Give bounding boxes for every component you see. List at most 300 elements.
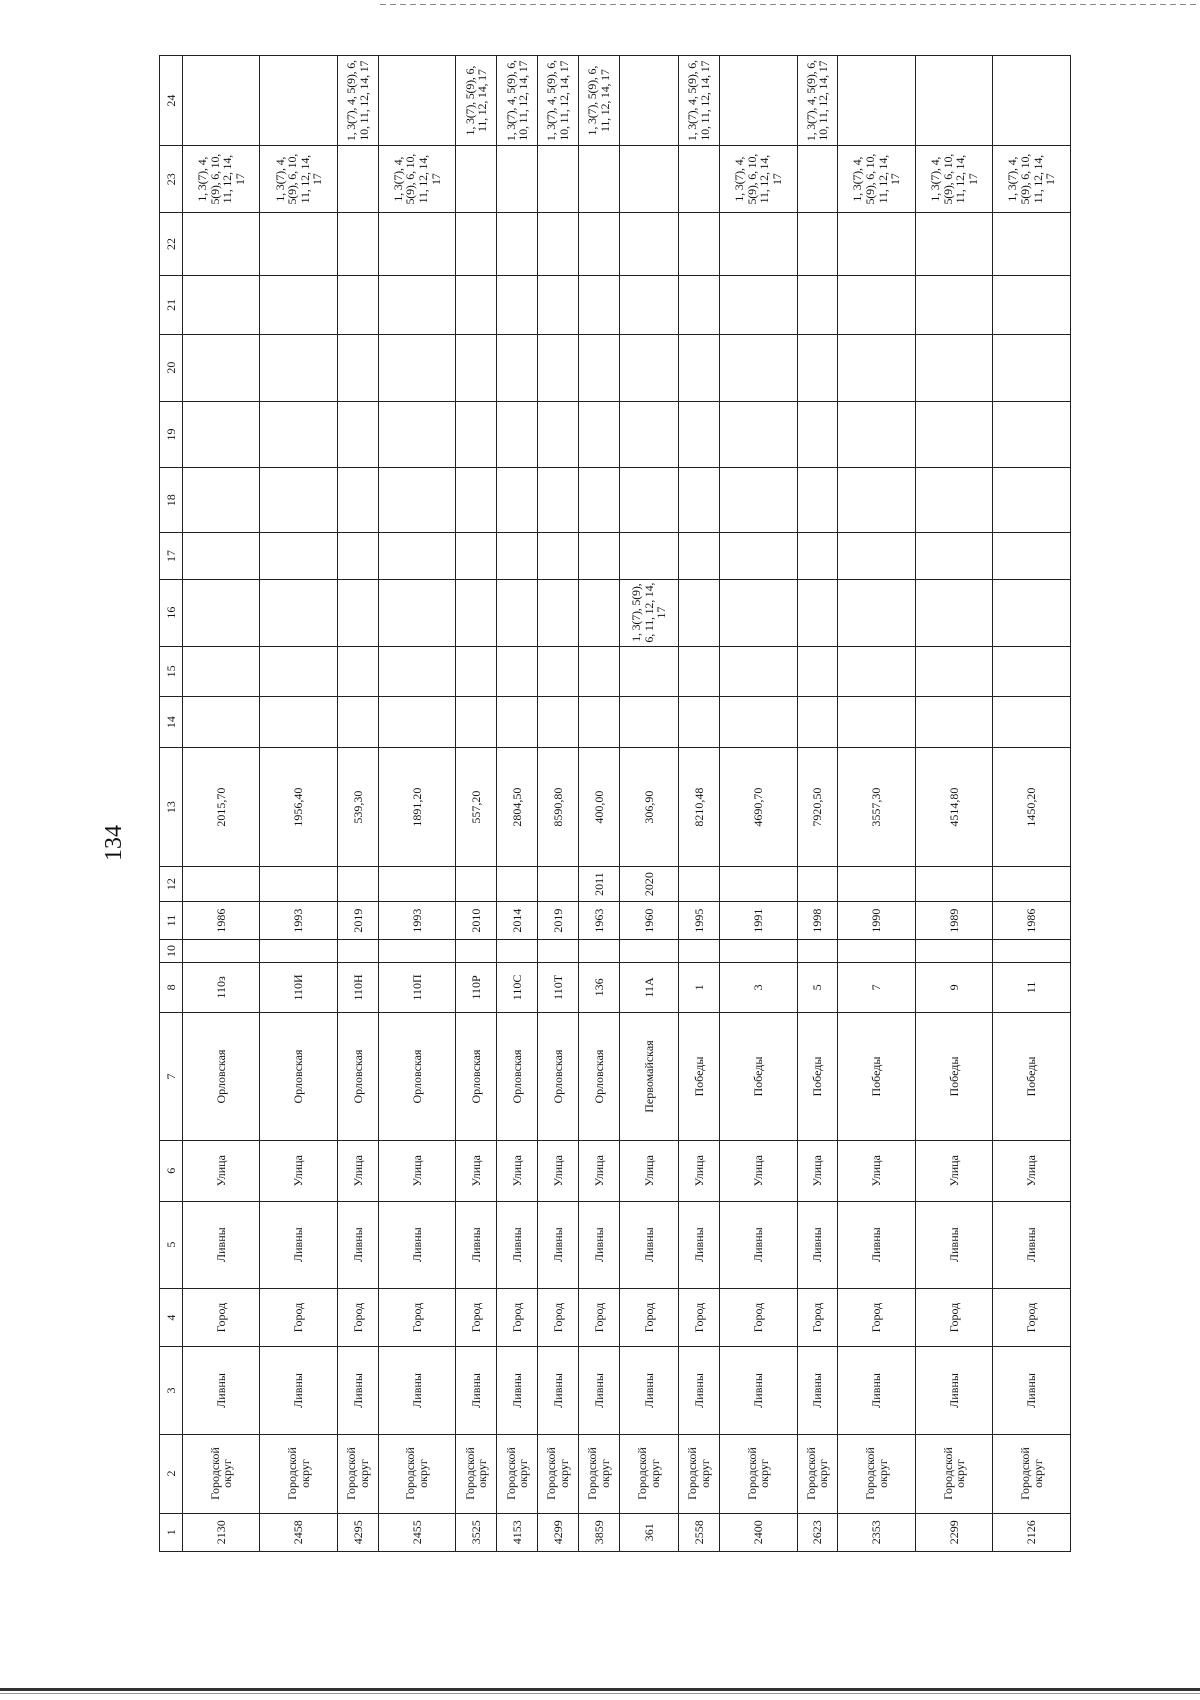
table-cell xyxy=(538,468,579,533)
table-cell: 2458 xyxy=(260,1513,337,1551)
table-cell: 9 xyxy=(915,962,992,1013)
table-cell: Город xyxy=(579,1288,620,1347)
table-cell xyxy=(579,275,620,334)
table-cell: Городской округ xyxy=(838,1434,915,1513)
table-cell: Город xyxy=(797,1288,838,1347)
table-cell xyxy=(378,867,455,901)
table-cell xyxy=(456,579,497,646)
table-cell: Победы xyxy=(915,1013,992,1141)
table-cell: Орловская xyxy=(260,1013,337,1141)
table-cell xyxy=(497,401,538,468)
table-cell: 110з xyxy=(183,962,260,1013)
table-cell: Город xyxy=(838,1288,915,1347)
table-cell: Улица xyxy=(797,1140,838,1201)
table-row xyxy=(797,56,838,1552)
table-cell xyxy=(720,213,797,276)
table-cell: Город xyxy=(679,1288,720,1347)
table-cell: 4153 xyxy=(497,1513,538,1551)
table-cell: Ливны xyxy=(538,1201,579,1288)
housing-registry-table xyxy=(159,55,1071,1552)
table-cell xyxy=(797,646,838,697)
table-cell xyxy=(797,146,838,213)
table-cell xyxy=(337,697,378,748)
table-cell: 1, 3(7), 5(9), 6, 11, 12, 14, 17 xyxy=(579,56,620,146)
table-cell xyxy=(797,697,838,748)
table-cell xyxy=(497,867,538,901)
table-cell: 361 xyxy=(619,1513,678,1551)
table-cell: Ливны xyxy=(538,1347,579,1434)
table-cell xyxy=(915,867,992,901)
table-cell xyxy=(797,533,838,580)
table-cell: 1986 xyxy=(993,901,1071,939)
table-cell: Ливны xyxy=(378,1347,455,1434)
table-cell xyxy=(260,56,337,146)
column-header: 17 xyxy=(160,533,183,580)
table-cell: Ливны xyxy=(915,1201,992,1288)
table-cell xyxy=(679,213,720,276)
table-cell: Улица xyxy=(579,1140,620,1201)
table-row xyxy=(993,56,1071,1552)
table-cell: Ливны xyxy=(260,1347,337,1434)
table-cell xyxy=(456,533,497,580)
table-cell: Улица xyxy=(183,1140,260,1201)
table-cell xyxy=(720,940,797,962)
table-cell: Город xyxy=(915,1288,992,1347)
table-cell: 1993 xyxy=(378,901,455,939)
table-cell xyxy=(679,697,720,748)
table-cell xyxy=(260,867,337,901)
table-cell: 2020 xyxy=(619,867,678,901)
table-cell: Ливны xyxy=(337,1347,378,1434)
table-cell xyxy=(378,56,455,146)
table-cell: Улица xyxy=(993,1140,1071,1201)
table-cell xyxy=(497,468,538,533)
table-cell: Городской округ xyxy=(797,1434,838,1513)
table-cell xyxy=(679,334,720,401)
table-cell: Ливны xyxy=(183,1347,260,1434)
table-cell xyxy=(378,579,455,646)
table-row xyxy=(260,56,337,1552)
table-cell xyxy=(679,646,720,697)
table-cell: 1, 3(7), 4, 5(9), 6, 10, 11, 12, 14, 17 xyxy=(497,56,538,146)
table-cell xyxy=(915,401,992,468)
table-cell xyxy=(679,401,720,468)
table-cell xyxy=(579,334,620,401)
table-cell xyxy=(538,646,579,697)
table-cell xyxy=(993,213,1071,276)
table-cell: Город xyxy=(619,1288,678,1347)
table-cell xyxy=(337,334,378,401)
table-cell xyxy=(497,697,538,748)
table-cell xyxy=(456,275,497,334)
table-cell: Ливны xyxy=(337,1201,378,1288)
table-cell xyxy=(619,697,678,748)
column-header: 12 xyxy=(160,867,183,901)
table-cell: Ливны xyxy=(260,1201,337,1288)
table-cell: Городской округ xyxy=(497,1434,538,1513)
table-cell: 1891,20 xyxy=(378,747,455,867)
table-cell xyxy=(538,533,579,580)
table-cell xyxy=(183,940,260,962)
table-cell xyxy=(337,468,378,533)
table-cell: 4690,70 xyxy=(720,747,797,867)
table-cell: Ливны xyxy=(915,1347,992,1434)
table-cell xyxy=(993,940,1071,962)
table-cell xyxy=(538,697,579,748)
table-cell: Город xyxy=(993,1288,1071,1347)
table-cell: 7920,50 xyxy=(797,747,838,867)
table-cell: 2130 xyxy=(183,1513,260,1551)
table-cell: Город xyxy=(260,1288,337,1347)
table-cell: 1986 xyxy=(183,901,260,939)
table-cell: 1960 xyxy=(619,901,678,939)
table-cell xyxy=(337,579,378,646)
table-cell xyxy=(993,334,1071,401)
table-cell: Ливны xyxy=(993,1347,1071,1434)
table-cell: Орловская xyxy=(579,1013,620,1141)
table-cell: 1, 3(7), 4, 5(9), 6, 10, 11, 12, 14, 17 xyxy=(993,146,1071,213)
table-cell xyxy=(838,646,915,697)
table-cell: 3525 xyxy=(456,1513,497,1551)
column-header: 22 xyxy=(160,213,183,276)
table-cell xyxy=(456,940,497,962)
table-cell xyxy=(579,940,620,962)
table-cell: Орловская xyxy=(378,1013,455,1141)
table-cell: Улица xyxy=(378,1140,455,1201)
table-cell xyxy=(456,697,497,748)
table-cell: 2455 xyxy=(378,1513,455,1551)
page-number: 134 xyxy=(101,825,127,861)
table-cell: Городской округ xyxy=(619,1434,678,1513)
table-cell xyxy=(679,867,720,901)
table-cell: 3 xyxy=(720,962,797,1013)
table-cell xyxy=(378,468,455,533)
table-row xyxy=(838,56,915,1552)
table-cell xyxy=(838,56,915,146)
table-cell: 3859 xyxy=(579,1513,620,1551)
table-cell: 110Н xyxy=(337,962,378,1013)
column-header: 19 xyxy=(160,401,183,468)
column-header: 24 xyxy=(160,56,183,146)
table-cell xyxy=(838,533,915,580)
table-cell: 2015,70 xyxy=(183,747,260,867)
table-cell: 5 xyxy=(797,962,838,1013)
table-cell: 1, 3(7), 5(9), 6, 11, 12, 14, 17 xyxy=(619,579,678,646)
table-cell xyxy=(993,697,1071,748)
table-cell: Ливны xyxy=(456,1347,497,1434)
table-cell xyxy=(497,146,538,213)
table-cell: Городской округ xyxy=(378,1434,455,1513)
table-cell xyxy=(720,646,797,697)
table-cell: Первомайская xyxy=(619,1013,678,1141)
table-cell xyxy=(378,213,455,276)
table-cell xyxy=(260,697,337,748)
table-cell xyxy=(720,697,797,748)
table-cell: 110И xyxy=(260,962,337,1013)
table-cell: Улица xyxy=(456,1140,497,1201)
table-cell: 557,20 xyxy=(456,747,497,867)
table-cell xyxy=(838,334,915,401)
table-cell xyxy=(679,146,720,213)
table-cell xyxy=(538,940,579,962)
table-cell: Город xyxy=(456,1288,497,1347)
table-row xyxy=(915,56,992,1552)
table-cell xyxy=(619,56,678,146)
table-cell xyxy=(619,533,678,580)
table-cell: 1, 3(7), 4, 5(9), 6, 10, 11, 12, 14, 17 xyxy=(337,56,378,146)
table-cell xyxy=(720,275,797,334)
table-cell xyxy=(337,401,378,468)
table-cell xyxy=(497,275,538,334)
table-cell xyxy=(579,146,620,213)
table-cell: Орловская xyxy=(337,1013,378,1141)
table-cell: Городской округ xyxy=(538,1434,579,1513)
table-cell xyxy=(497,533,538,580)
table-cell: 2126 xyxy=(993,1513,1071,1551)
scan-edge-bottom-thin xyxy=(0,1693,1200,1694)
table-cell xyxy=(993,56,1071,146)
table-cell: 1993 xyxy=(260,901,337,939)
table-cell xyxy=(183,867,260,901)
table-cell xyxy=(797,334,838,401)
column-header: 15 xyxy=(160,646,183,697)
table-cell xyxy=(183,468,260,533)
table-cell xyxy=(579,533,620,580)
table-cell xyxy=(579,213,620,276)
table-cell: Городской округ xyxy=(260,1434,337,1513)
table-cell: 1 xyxy=(679,962,720,1013)
table-cell: 11 xyxy=(993,962,1071,1013)
table-cell xyxy=(720,401,797,468)
table-cell xyxy=(538,275,579,334)
table-cell xyxy=(183,646,260,697)
table-cell xyxy=(797,275,838,334)
table-cell: Ливны xyxy=(497,1347,538,1434)
table-cell xyxy=(993,867,1071,901)
table-cell: Победы xyxy=(679,1013,720,1141)
table-cell xyxy=(838,213,915,276)
table-cell xyxy=(915,334,992,401)
table-cell xyxy=(538,213,579,276)
table-cell xyxy=(720,56,797,146)
table-cell xyxy=(720,533,797,580)
table-cell xyxy=(337,646,378,697)
table-cell xyxy=(619,646,678,697)
table-cell: Город xyxy=(497,1288,538,1347)
table-cell xyxy=(838,468,915,533)
table-cell xyxy=(497,213,538,276)
table-cell xyxy=(679,468,720,533)
table-cell xyxy=(679,579,720,646)
table-cell xyxy=(260,533,337,580)
table-cell: Ливны xyxy=(619,1347,678,1434)
table-cell: Орловская xyxy=(183,1013,260,1141)
table-cell: 11А xyxy=(619,962,678,1013)
column-header: 5 xyxy=(160,1201,183,1288)
table-cell: Улица xyxy=(619,1140,678,1201)
table-cell: 136 xyxy=(579,962,620,1013)
table-cell xyxy=(838,275,915,334)
table-cell xyxy=(538,334,579,401)
table-cell xyxy=(993,275,1071,334)
table-cell: 1990 xyxy=(838,901,915,939)
column-header: 16 xyxy=(160,579,183,646)
table-cell: Орловская xyxy=(456,1013,497,1141)
table-cell: 3557,30 xyxy=(838,747,915,867)
table-cell: Городской округ xyxy=(579,1434,620,1513)
table-cell: Ливны xyxy=(679,1201,720,1288)
table-cell: Ливны xyxy=(497,1201,538,1288)
table-cell xyxy=(619,940,678,962)
table-cell xyxy=(720,468,797,533)
table-cell xyxy=(915,275,992,334)
table-cell xyxy=(838,579,915,646)
table-cell: Ливны xyxy=(838,1347,915,1434)
table-cell: Город xyxy=(337,1288,378,1347)
column-header: 3 xyxy=(160,1347,183,1434)
column-header: 23 xyxy=(160,146,183,213)
table-cell: Городской округ xyxy=(720,1434,797,1513)
table-cell xyxy=(838,940,915,962)
table-cell: 2400 xyxy=(720,1513,797,1551)
table-cell: Ливны xyxy=(797,1201,838,1288)
table-cell: 2804,50 xyxy=(497,747,538,867)
table-cell xyxy=(378,334,455,401)
column-header: 21 xyxy=(160,275,183,334)
table-cell: 7 xyxy=(838,962,915,1013)
table-cell: Ливны xyxy=(619,1201,678,1288)
table-cell: 1, 3(7), 4, 5(9), 6, 10, 11, 12, 14, 17 xyxy=(378,146,455,213)
table-cell xyxy=(579,697,620,748)
table-cell: 8210,48 xyxy=(679,747,720,867)
table-cell xyxy=(378,533,455,580)
table-cell xyxy=(797,940,838,962)
table-row xyxy=(579,56,620,1552)
table-cell: 1, 3(7), 4, 5(9), 6, 10, 11, 12, 14, 17 xyxy=(538,56,579,146)
table-cell xyxy=(260,213,337,276)
column-number-row xyxy=(160,56,183,1552)
rotated-table-sheet xyxy=(159,55,1071,1552)
table-cell xyxy=(337,533,378,580)
table-cell: 2353 xyxy=(838,1513,915,1551)
table-cell: 1956,40 xyxy=(260,747,337,867)
table-cell xyxy=(619,275,678,334)
table-cell xyxy=(538,579,579,646)
table-cell xyxy=(720,579,797,646)
table-cell: Улица xyxy=(497,1140,538,1201)
table-cell xyxy=(497,334,538,401)
column-header: 20 xyxy=(160,334,183,401)
table-cell: 2019 xyxy=(337,901,378,939)
table-cell: 2011 xyxy=(579,867,620,901)
table-cell xyxy=(456,468,497,533)
table-cell: 1450,20 xyxy=(993,747,1071,867)
table-cell: Городской округ xyxy=(993,1434,1071,1513)
table-cell xyxy=(183,533,260,580)
table-cell xyxy=(797,867,838,901)
table-cell xyxy=(915,579,992,646)
table-cell: 1998 xyxy=(797,901,838,939)
table-cell xyxy=(679,940,720,962)
table-cell xyxy=(619,213,678,276)
table-cell xyxy=(993,579,1071,646)
table-cell xyxy=(579,401,620,468)
table-cell xyxy=(497,940,538,962)
table-cell xyxy=(260,468,337,533)
table-cell: 1, 3(7), 4, 5(9), 6, 10, 11, 12, 14, 17 xyxy=(915,146,992,213)
table-cell: 1989 xyxy=(915,901,992,939)
column-header: 2 xyxy=(160,1434,183,1513)
table-row xyxy=(497,56,538,1552)
table-cell: 110Р xyxy=(456,962,497,1013)
table-cell: Городской округ xyxy=(679,1434,720,1513)
table-cell xyxy=(538,401,579,468)
table-cell xyxy=(183,334,260,401)
table-cell xyxy=(838,401,915,468)
table-cell: 2010 xyxy=(456,901,497,939)
table-cell: Победы xyxy=(993,1013,1071,1141)
table-cell xyxy=(183,697,260,748)
table-cell: Ливны xyxy=(720,1347,797,1434)
table-cell xyxy=(915,646,992,697)
table-row xyxy=(183,56,260,1552)
table-cell xyxy=(497,579,538,646)
table-row xyxy=(679,56,720,1552)
table-cell xyxy=(337,867,378,901)
column-header: 6 xyxy=(160,1140,183,1201)
table-cell xyxy=(538,146,579,213)
table-cell xyxy=(797,401,838,468)
table-cell: Победы xyxy=(838,1013,915,1141)
table-cell xyxy=(797,213,838,276)
table-cell: Ливны xyxy=(838,1201,915,1288)
table-cell: 110С xyxy=(497,962,538,1013)
table-cell xyxy=(260,646,337,697)
table-cell: 400,00 xyxy=(579,747,620,867)
table-cell xyxy=(619,401,678,468)
table-cell: Городской округ xyxy=(915,1434,992,1513)
table-cell: Город xyxy=(378,1288,455,1347)
table-cell: 1991 xyxy=(720,901,797,939)
table-cell: 8590,80 xyxy=(538,747,579,867)
table-body xyxy=(183,56,1071,1552)
table-cell: Ливны xyxy=(720,1201,797,1288)
table-cell xyxy=(378,275,455,334)
table-cell xyxy=(619,146,678,213)
table-cell xyxy=(456,334,497,401)
table-cell xyxy=(183,56,260,146)
table-cell xyxy=(915,213,992,276)
table-cell: 1963 xyxy=(579,901,620,939)
table-cell: Город xyxy=(720,1288,797,1347)
table-rotation-frame xyxy=(159,55,1071,1552)
table-cell xyxy=(456,867,497,901)
table-cell xyxy=(915,697,992,748)
table-cell: 1, 3(7), 4, 5(9), 6, 10, 11, 12, 14, 17 xyxy=(797,56,838,146)
table-cell: Ливны xyxy=(378,1201,455,1288)
table-cell xyxy=(456,213,497,276)
table-row xyxy=(378,56,455,1552)
column-header: 4 xyxy=(160,1288,183,1347)
scan-edge-bottom xyxy=(0,1688,1200,1691)
table-cell xyxy=(456,401,497,468)
table-cell: 1, 3(7), 4, 5(9), 6, 10, 11, 12, 14, 17 xyxy=(838,146,915,213)
table-row xyxy=(720,56,797,1552)
scan-edge-top xyxy=(380,4,1200,5)
table-cell xyxy=(579,468,620,533)
table-cell: 4295 xyxy=(337,1513,378,1551)
column-header: 18 xyxy=(160,468,183,533)
